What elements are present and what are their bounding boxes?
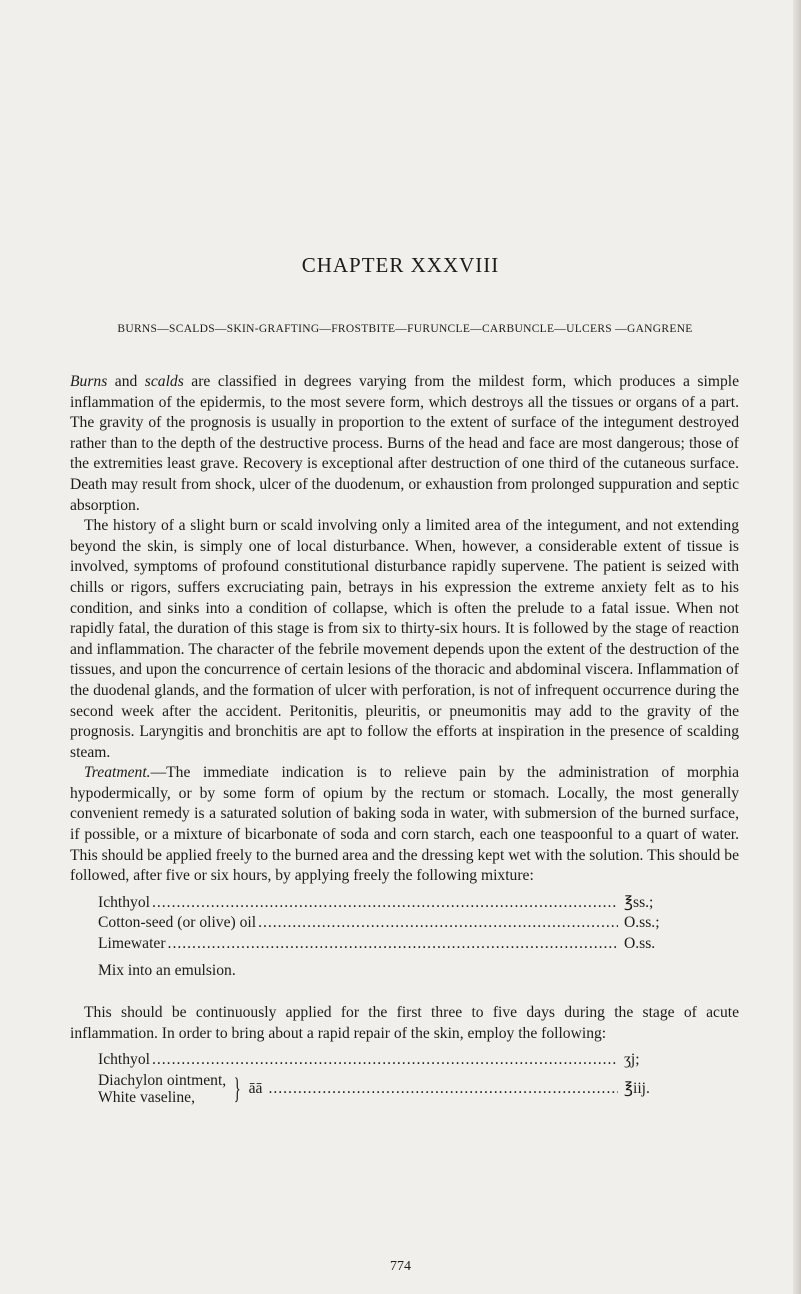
page-number: 774 — [390, 1259, 411, 1274]
ingredient-name: Cotton-seed (or olive) oil — [98, 914, 257, 932]
leader-dots — [268, 1079, 618, 1100]
prescription-row — [98, 1050, 682, 1071]
paragraph-treatment — [70, 763, 739, 887]
prescription-row — [98, 893, 682, 914]
ingredient-amount: ℥iij. — [624, 1079, 650, 1097]
paragraph-text: are classified in degrees varying from the mildest form, which produces a simple inflammation of the epidermis, to the most severe form, which destroys all the tissues or organs of a part. The gravity of the prognosis is usually in proportion to the extent of surface of the integument destroyed rather than to the depth of the destructive process. Burns of the head and face are most dangerous; those of the extremities least grave. Recovery is exceptional after destruction of one third of the cutaneous surface. Death may result from shock, ulcer of the duodenum, or exhaustion from prolonged suppuration and septic absorption. — [70, 373, 740, 514]
chapter-body — [70, 372, 739, 1107]
leader-dots — [258, 913, 618, 934]
term-burns: Burns — [70, 373, 108, 390]
ingredient-name: Diachylon ointment, — [98, 1072, 227, 1089]
term-treatment: Treatment. — [84, 764, 151, 782]
term-scalds: scalds — [144, 373, 184, 390]
each-label: āā — [248, 1079, 263, 1097]
ingredient-name: Ichthyol — [98, 1051, 150, 1069]
braced-ingredients — [98, 1072, 226, 1106]
ingredient-name: Ichthyol — [98, 893, 150, 911]
prescription-row — [98, 934, 682, 955]
prescription-1 — [98, 893, 682, 955]
leader-dots — [152, 1050, 618, 1071]
ingredient-amount: ʒj; — [624, 1051, 640, 1069]
chapter-subtitle: BURNS—SCALDS—SKIN-GRAFTING—FROSTBITE—FURUNCLE—CARBUNCLE—ULCERS —GANGRENE — [117, 323, 693, 335]
leader-dots — [152, 893, 618, 914]
prescription-row — [98, 913, 682, 934]
chapter-title: CHAPTER XXXVIII — [301, 253, 500, 277]
brace-icon: } — [233, 1072, 242, 1105]
ingredient-amount: O.ss.; — [624, 914, 660, 932]
paragraph-text: and — [107, 373, 145, 390]
leader-dots — [168, 934, 618, 955]
paragraph-text: —The immediate indication is to relieve pain by the administration of morphia hypodermically, or by some form of opium by the rectum or stomach. Locally, the most generally convenient remedy is a saturated solution of baking soda in water, with submersion of the burned surface, if possible, or a mixture of bicarbonate of soda and corn starch, each one teaspoonful to a quart of water. This should be applied freely to the burned area and the dressing kept wet with the solution. This should be followed, after five or six hours, by applying freely the following mixture: — [70, 764, 739, 885]
prescription-2 — [98, 1050, 682, 1107]
ingredient-name: White vaseline, — [98, 1089, 195, 1106]
paragraph-burns — [70, 372, 739, 516]
prescription-row-braced — [98, 1071, 682, 1107]
ingredient-name: Limewater — [98, 935, 166, 953]
mix-instruction: Mix into an emulsion. — [98, 961, 236, 979]
paragraph-history: The history of a slight burn or scald involving only a limited area of the integument, and not extending beyond the skin, is simply one of local disturbance. When, however, a considerable extent of tissue is involved, symptoms of profound constitutional disturbance rapidly supervene. The patient is seized with chills or rigors, suffers excruciating pain, betrays in his expression the extreme anxiety felt as to his condition, and sinks into a condition of collapse, which is often the prelude to a fatal issue. When not rapidly fatal, the duration of this stage is from six to thirty-six hours. It is followed by the stage of reaction and inflammation. The character of the febrile movement depends upon the extent of the destruction of the tissues, and upon the concurrence of certain lesions of the thoracic and abdominal viscera. Inflammation of the duodenal glands, and the formation of ulcer with perforation, is not of infrequent occurrence during the second week after the accident. Peritonitis, pleuritis, or pneumonitis may add to the gravity of the prognosis. Laryngitis and bronchitis are apt to follow the efforts at inspiration in the presence of scalding steam. — [70, 517, 739, 761]
ingredient-amount: O.ss. — [624, 935, 656, 953]
page-edge — [793, 0, 801, 1294]
ingredient-amount: ℥ss.; — [624, 893, 654, 911]
paragraph-continuation: This should be continuously applied for the first three to five days during the stage of acute inflammation. In order to bring about a rapid repair of the skin, employ the following: — [70, 1004, 739, 1042]
